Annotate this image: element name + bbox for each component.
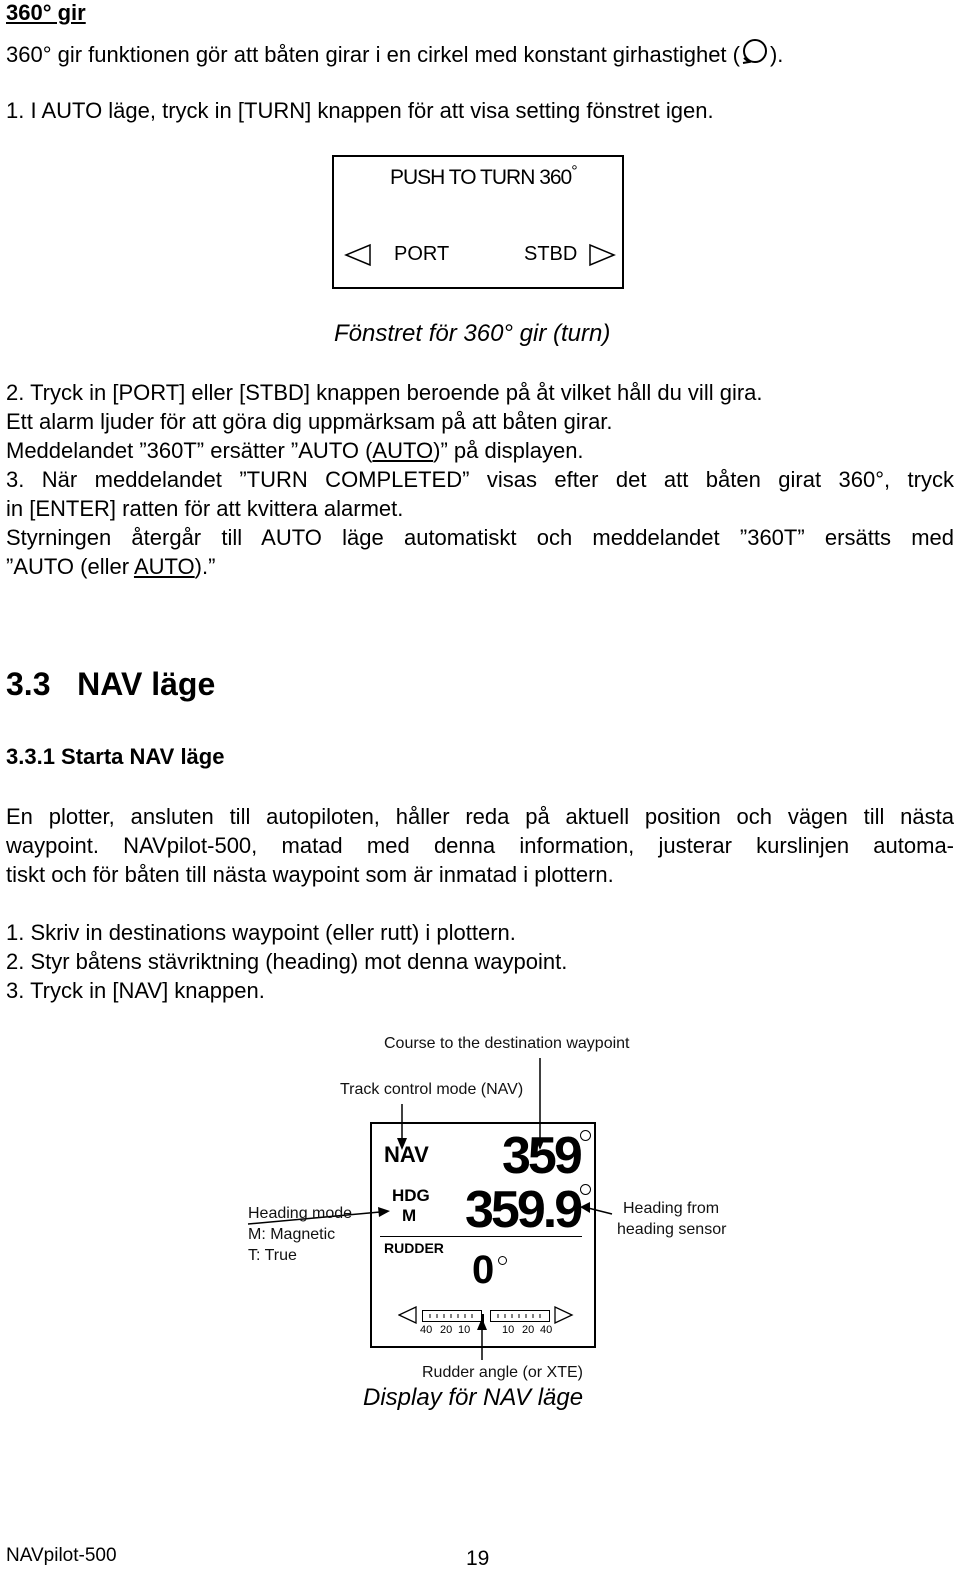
label-magnetic: M: Magnetic xyxy=(248,1226,336,1243)
step-3-line-1: 3. När meddelandet ”TURN COMPLETED” visas efter det att båten girat 360°, tryck xyxy=(6,467,954,492)
label-track-mode: Track control mode (NAV) xyxy=(340,1081,524,1098)
nav-para-line-1: En plotter, ansluten till autopiloten, håller reda på aktuell position och vägen till nästa xyxy=(6,804,954,829)
rudder-degree-icon xyxy=(498,1256,507,1265)
step-3-line-3: Styrningen återgår till AUTO läge automatiskt och meddelandet ”360T” ersätts med xyxy=(6,525,954,550)
nav-para-line-3: tiskt och för båten till nästa waypoint som är inmatad i plottern. xyxy=(6,862,614,887)
section-heading-nav: 3.3 NAV läge xyxy=(6,666,216,702)
rudder-scale-left xyxy=(422,1310,482,1322)
port-triangle-icon xyxy=(398,1306,418,1329)
course-degree-icon xyxy=(580,1130,591,1141)
course-value: 359 xyxy=(502,1127,580,1185)
nav-display xyxy=(370,1122,596,1348)
nav-list-item: 1. Skriv in destinations waypoint (eller rutt) i plottern. xyxy=(6,920,516,945)
rudder-center-mark xyxy=(482,1314,484,1326)
subsection-heading: 3.3.1 Starta NAV läge xyxy=(6,744,225,769)
intro-paragraph: 360° gir funktionen gör att båten girar i en cirkel med konstant girhastighet ( ). xyxy=(6,38,783,69)
rudder-value: 0 xyxy=(472,1248,495,1292)
mode-indicator: NAV xyxy=(384,1142,429,1167)
section-heading-360: 360° gir xyxy=(6,0,86,25)
turn-window-title: PUSH TO TURN 360° xyxy=(390,163,577,189)
scale-tick-label: 20 xyxy=(440,1324,453,1336)
stbd-triangle-icon xyxy=(554,1306,574,1329)
nav-list-item: 2. Styr båtens stävriktning (heading) mot denna waypoint. xyxy=(6,949,568,974)
label-heading-mode: Heading mode xyxy=(248,1205,353,1222)
scale-tick-label: 10 xyxy=(458,1324,471,1336)
scale-tick-label: 40 xyxy=(540,1324,553,1336)
page-number: 19 xyxy=(466,1547,490,1570)
label-true: T: True xyxy=(248,1247,297,1264)
label-heading-from: Heading from xyxy=(623,1200,720,1217)
rudder-scale-right xyxy=(490,1310,550,1322)
nav-display-caption: Display för NAV läge xyxy=(363,1384,584,1411)
scale-tick-label: 10 xyxy=(502,1324,515,1336)
label-heading-sensor: heading sensor xyxy=(617,1221,727,1238)
footer-product: NAVpilot-500 xyxy=(6,1545,117,1566)
scale-tick-label: 20 xyxy=(522,1324,535,1336)
nav-list-item: 3. Tryck in [NAV] knappen. xyxy=(6,978,265,1003)
stbd-label: STBD xyxy=(524,243,578,265)
hdg-type: M xyxy=(402,1206,417,1225)
step-3-line-4: ”AUTO (eller AUTO).” xyxy=(6,554,216,579)
step-2-line-3: Meddelandet ”360T” ersätter ”AUTO (AUTO)” på displayen. xyxy=(6,438,584,463)
step-3-line-2: in [ENTER] ratten för att kvittera alarmet. xyxy=(6,496,404,521)
heading-value: 359.9 xyxy=(465,1181,581,1239)
label-rudder-angle: Rudder angle (or XTE) xyxy=(422,1364,583,1381)
divider xyxy=(380,1236,582,1237)
hdg-label: HDG xyxy=(392,1186,430,1205)
rudder-label: RUDDER xyxy=(384,1240,444,1256)
step-2-line-2: Ett alarm ljuder för att göra dig uppmärksam på att båten girar. xyxy=(6,409,613,434)
scale-tick-label: 40 xyxy=(420,1324,433,1336)
step-2-line-1: 2. Tryck in [PORT] eller [STBD] knappen beroende på åt vilket håll du vill gira. xyxy=(6,380,763,405)
turn-window-caption: Fönstret för 360° gir (turn) xyxy=(334,320,611,347)
nav-para-line-2: waypoint. NAVpilot-500, matad med denna information, justerar kurslinjen automa- xyxy=(6,833,954,858)
port-label: PORT xyxy=(394,243,450,265)
heading-degree-icon xyxy=(580,1184,591,1195)
step-1: 1. I AUTO läge, tryck in [TURN] knappen för att visa setting fönstret igen. xyxy=(6,98,714,123)
label-course: Course to the destination waypoint xyxy=(384,1035,630,1052)
